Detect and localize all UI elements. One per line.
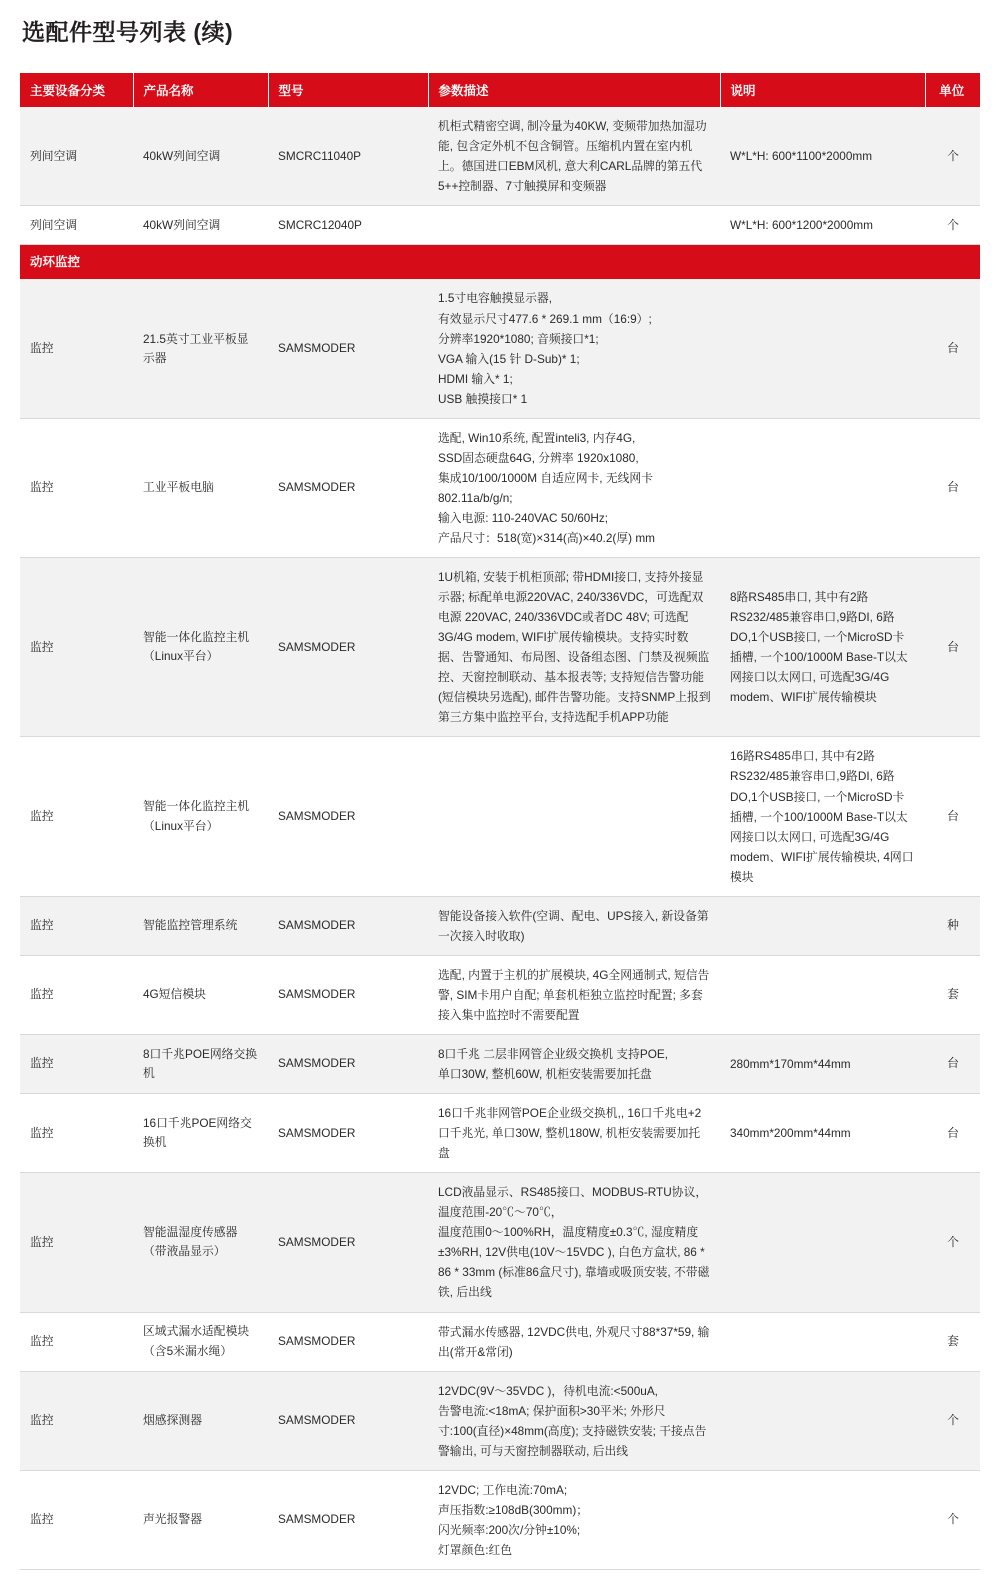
cell-model: SAMSMODER — [268, 896, 428, 955]
cell-model: SAMSMODER — [268, 737, 428, 896]
cell-unit: 套 — [925, 955, 980, 1034]
table-row — [20, 279, 980, 418]
table-row — [20, 1173, 980, 1312]
cell-param: 选配, Win10系统, 配置inteli3, 内存4G, SSD固态硬盘64G, 分辨率 1920x1080, 集成10/100/1000M 自适应网卡, 无线网卡 802.11a/b/g/n; 输入电源: 110-240VAC 50/60Hz; 产品尺寸：518(宽)×314(高)×40.2(厚) mm — [428, 418, 720, 557]
cell-category: 监控 — [20, 1034, 133, 1093]
column-header-category: 主要设备分类 — [20, 73, 133, 107]
cell-note — [720, 1371, 925, 1470]
table-row — [20, 1034, 980, 1093]
table-row — [20, 737, 980, 896]
cell-note — [720, 1470, 925, 1569]
cell-unit: 个 — [925, 1371, 980, 1470]
table-row — [20, 107, 980, 206]
cell-product: 21.5英寸工业平板显示器 — [133, 279, 268, 418]
cell-category: 监控 — [20, 1173, 133, 1312]
cell-note — [720, 896, 925, 955]
cell-model: SAMSMODER — [268, 558, 428, 737]
cell-unit: 种 — [925, 896, 980, 955]
cell-category: 监控 — [20, 1312, 133, 1371]
table-row — [20, 1470, 980, 1569]
cell-note — [720, 1173, 925, 1312]
column-header-model: 型号 — [268, 73, 428, 107]
cell-unit: 个 — [925, 1173, 980, 1312]
cell-model: SMCRC11040P — [268, 107, 428, 206]
cell-unit: 台 — [925, 418, 980, 557]
cell-product: 工业平板电脑 — [133, 418, 268, 557]
cell-param: 1U机箱, 安装于机柜顶部; 带HDMI接口, 支持外接显示器; 标配单电源220VAC, 240/336VDC，可选配双电源 220VAC, 240/336VDC或者DC 48V; 可选配3G/4G modem, WIFI扩展传输模块。支持实时数据、告警通知、布局图、设备组态图、门禁及视频监控、天窗控制联动、基本报表等; 支持短信告警功能(短信模块另选配), 邮件告警功能。支持SNMP上报到第三方集中监控平台, 支持选配手机APP功能 — [428, 558, 720, 737]
cell-unit: 套 — [925, 1312, 980, 1371]
cell-model: SAMSMODER — [268, 1094, 428, 1173]
cell-category: 列间空调 — [20, 206, 133, 245]
cell-model: SAMSMODER — [268, 1312, 428, 1371]
cell-unit: 个 — [925, 1470, 980, 1569]
cell-model: SAMSMODER — [268, 1470, 428, 1569]
cell-product: 烟感探测器 — [133, 1371, 268, 1470]
cell-product: 8口千兆POE网络交换机 — [133, 1034, 268, 1093]
cell-model: SAMSMODER — [268, 418, 428, 557]
cell-note — [720, 955, 925, 1034]
table-row — [20, 206, 980, 245]
cell-model: SAMSMODER — [268, 1034, 428, 1093]
column-header-param: 参数描述 — [428, 73, 720, 107]
cell-category: 监控 — [20, 1371, 133, 1470]
cell-product: 智能监控管理系统 — [133, 896, 268, 955]
column-header-note: 说明 — [720, 73, 925, 107]
cell-note: 16路RS485串口, 其中有2路RS232/485兼容串口,9路DI, 6路DO,1个USB接口, 一个MicroSD卡插槽, 一个100/1000M Base-T以太网接口以太网口, 可选配3G/4G modem、WIFI扩展传输模块, 4网口模块 — [720, 737, 925, 896]
cell-note — [720, 418, 925, 557]
cell-product: 声光报警器 — [133, 1470, 268, 1569]
cell-param — [428, 206, 720, 245]
cell-note — [720, 1312, 925, 1371]
cell-param: 1.5寸电容触摸显示器, 有效显示尺寸477.6 * 269.1 mm（16:9）; 分辨率1920*1080; 音频接口*1; VGA 输入(15 针 D-Sub)* 1; HDMI 输入* 1; USB 触摸接口* 1 — [428, 279, 720, 418]
cell-model: SAMSMODER — [268, 279, 428, 418]
column-header-product: 产品名称 — [133, 73, 268, 107]
cell-param: 12VDC; 工作电流:70mA; 声压指数:≥108dB(300mm)； 闪光频率:200次/分钟±10%; 灯罩颜色:红色 — [428, 1470, 720, 1569]
cell-model: SAMSMODER — [268, 955, 428, 1034]
cell-category: 监控 — [20, 896, 133, 955]
cell-param: 8口千兆 二层非网管企业级交换机 支持POE, 单口30W, 整机60W, 机柜安装需要加托盘 — [428, 1034, 720, 1093]
cell-category: 监控 — [20, 279, 133, 418]
optional-parts-model-table — [20, 73, 980, 1570]
table-row — [20, 418, 980, 557]
cell-unit: 台 — [925, 279, 980, 418]
cell-param — [428, 737, 720, 896]
table-row — [20, 955, 980, 1034]
cell-product: 智能一体化监控主机（Linux平台） — [133, 558, 268, 737]
cell-note: 8路RS485串口, 其中有2路RS232/485兼容串口,9路DI, 6路DO,1个USB接口, 一个MicroSD卡插槽, 一个100/1000M Base-T以太网接口以太网口, 可选配3G/4G modem、WIFI扩展传输模块 — [720, 558, 925, 737]
cell-category: 监控 — [20, 418, 133, 557]
cell-product: 智能一体化监控主机（Linux平台） — [133, 737, 268, 896]
cell-category: 监控 — [20, 737, 133, 896]
cell-product: 4G短信模块 — [133, 955, 268, 1034]
cell-param: 16口千兆非网管POE企业级交换机,, 16口千兆电+2口千兆光, 单口30W, 整机180W, 机柜安装需要加托盘 — [428, 1094, 720, 1173]
cell-unit: 个 — [925, 107, 980, 206]
cell-unit: 台 — [925, 1094, 980, 1173]
table-row — [20, 1371, 980, 1470]
cell-category: 监控 — [20, 558, 133, 737]
cell-note: W*L*H: 600*1100*2000mm — [720, 107, 925, 206]
table-header-row — [20, 73, 980, 107]
table-row — [20, 1094, 980, 1173]
table-row — [20, 896, 980, 955]
cell-product: 40kW列间空调 — [133, 206, 268, 245]
cell-category: 监控 — [20, 1094, 133, 1173]
cell-product: 区域式漏水适配模块（含5米漏水绳） — [133, 1312, 268, 1371]
cell-unit: 台 — [925, 558, 980, 737]
table-row — [20, 1312, 980, 1371]
cell-model: SAMSMODER — [268, 1371, 428, 1470]
cell-product: 40kW列间空调 — [133, 107, 268, 206]
cell-unit: 个 — [925, 206, 980, 245]
cell-param: 带式漏水传感器, 12VDC供电, 外观尺寸88*37*59, 输出(常开&常闭) — [428, 1312, 720, 1371]
table-header — [20, 73, 980, 107]
cell-param: 机柜式精密空调, 制冷量为40KW, 变频带加热加湿功能, 包含定外机不包含铜管。压缩机内置在室内机上。德国进口EBM风机, 意大利CARL品牌的第五代5++控制器、7寸触摸屏和变频器 — [428, 107, 720, 206]
cell-param: 智能设备接入软件(空调、配电、UPS接入, 新设备第一次接入时收取) — [428, 896, 720, 955]
cell-category: 列间空调 — [20, 107, 133, 206]
cell-note: 280mm*170mm*44mm — [720, 1034, 925, 1093]
cell-category: 监控 — [20, 1470, 133, 1569]
cell-param: LCD液晶显示、RS485接口、MODBUS-RTU协议，温度范围-20℃～70℃， 温度范围0～100%RH，温度精度±0.3℃, 湿度精度±3%RH, 12V供电(10V～15VDC ), 白色方盒状, 86 * 86 * 33mm (标准86盒尺寸), 靠墙或吸顶安装, 不带磁铁, 后出线 — [428, 1173, 720, 1312]
table-body — [20, 107, 980, 1569]
section-label: 动环监控 — [20, 245, 980, 280]
cell-product: 智能温湿度传感器（带液晶显示） — [133, 1173, 268, 1312]
page-title: 选配件型号列表 (续) — [22, 19, 234, 45]
cell-model: SAMSMODER — [268, 1173, 428, 1312]
cell-note — [720, 279, 925, 418]
cell-unit: 台 — [925, 1034, 980, 1093]
cell-param: 12VDC(9V～35VDC )，待机电流:<500uA, 告警电流:<18mA; 保护面积>30平米; 外形尺寸:100(直径)×48mm(高度); 支持磁铁安装; 干接点告警输出, 可与天窗控制器联动, 后出线 — [428, 1371, 720, 1470]
cell-product: 16口千兆POE网络交换机 — [133, 1094, 268, 1173]
cell-param: 选配, 内置于主机的扩展模块, 4G全网通制式, 短信告警, SIM卡用户自配; 单套机柜独立监控时配置; 多套接入集中监控时不需要配置 — [428, 955, 720, 1034]
cell-note: W*L*H: 600*1200*2000mm — [720, 206, 925, 245]
table-section-row — [20, 245, 980, 280]
cell-category: 监控 — [20, 955, 133, 1034]
table-row — [20, 558, 980, 737]
cell-unit: 台 — [925, 737, 980, 896]
cell-note: 340mm*200mm*44mm — [720, 1094, 925, 1173]
column-header-unit: 单位 — [925, 73, 980, 107]
cell-model: SMCRC12040P — [268, 206, 428, 245]
